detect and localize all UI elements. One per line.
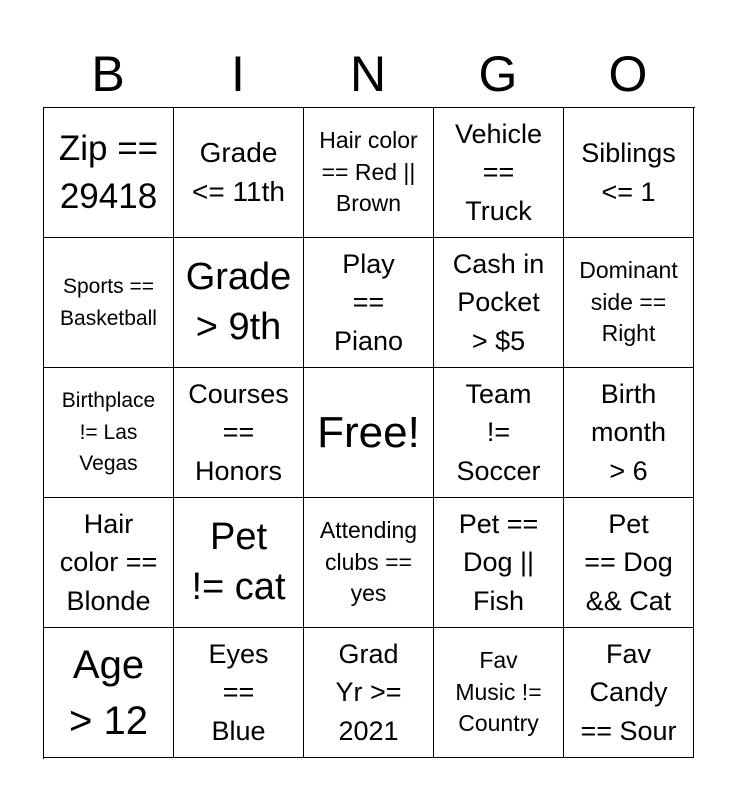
- bingo-cell-text: Grade > 9th: [185, 256, 292, 348]
- bingo-cell-free[interactable]: [304, 368, 434, 498]
- bingo-cell-r4-c2[interactable]: [174, 498, 304, 628]
- bingo-cell-r2-c5[interactable]: [564, 238, 694, 368]
- bingo-cell-r4-c5[interactable]: [564, 498, 694, 628]
- bingo-cell-text: Age > 12: [69, 642, 148, 743]
- bingo-cell-r3-c2[interactable]: [174, 368, 304, 498]
- bingo-cell-text: Dominant side == Right: [579, 256, 678, 347]
- bingo-cell-r1-c5[interactable]: [564, 108, 694, 238]
- bingo-cell-r3-c5[interactable]: [564, 368, 694, 498]
- bingo-cell-text: Zip == 29418: [58, 129, 159, 216]
- bingo-cell-text: Attending clubs == yes: [319, 516, 418, 607]
- bingo-cell-text: Grade <= 11th: [192, 136, 285, 207]
- bingo-cell-text: Cash in Pocket > $5: [452, 249, 545, 356]
- bingo-cell-text: Hair color == Blonde: [59, 509, 158, 616]
- bingo-cell-text: Courses == Honors: [188, 379, 289, 486]
- bingo-cell-r1-c3[interactable]: [304, 108, 434, 238]
- bingo-cell-text: Fav Music != Country: [455, 646, 542, 737]
- bingo-cell-text: Vehicle == Truck: [454, 119, 543, 226]
- bingo-cell-r1-c2[interactable]: [174, 108, 304, 238]
- bingo-cell-r4-c1[interactable]: [44, 498, 174, 628]
- bingo-cell-r4-c3[interactable]: [304, 498, 434, 628]
- bingo-cell-text: Sports == Basketball: [60, 275, 157, 330]
- bingo-cell-text: Pet == Dog && Cat: [584, 509, 673, 616]
- bingo-cell-r3-c4[interactable]: [434, 368, 564, 498]
- bingo-cell-r5-c3[interactable]: [304, 628, 434, 758]
- bingo-cell-r5-c4[interactable]: [434, 628, 564, 758]
- header-letter-o: O: [608, 46, 648, 102]
- bingo-header: [43, 40, 693, 108]
- bingo-cell-text: Play == Piano: [333, 249, 404, 356]
- bingo-cell-r2-c3[interactable]: [304, 238, 434, 368]
- bingo-cell-r2-c4[interactable]: [434, 238, 564, 368]
- bingo-cell-r3-c1[interactable]: [44, 368, 174, 498]
- bingo-cell-r5-c1[interactable]: [44, 628, 174, 758]
- bingo-cell-text: Birth month > 6: [590, 379, 667, 486]
- bingo-cell-text: Free!: [317, 407, 420, 457]
- bingo-cell-r5-c2[interactable]: [174, 628, 304, 758]
- bingo-cell-r5-c5[interactable]: [564, 628, 694, 758]
- bingo-cell-text: Siblings <= 1: [581, 138, 676, 207]
- bingo-cell-text: Team != Soccer: [456, 379, 541, 486]
- header-letter-i: I: [231, 46, 245, 102]
- bingo-cell-r4-c4[interactable]: [434, 498, 564, 628]
- header-letter-n: N: [349, 46, 387, 102]
- bingo-cell-r2-c2[interactable]: [174, 238, 304, 368]
- bingo-card-grid: [43, 107, 695, 759]
- bingo-cell-text: Grad Yr >= 2021: [335, 639, 402, 746]
- bingo-cell-text: Hair color == Red || Brown: [319, 126, 418, 217]
- bingo-cell-text: Birthplace != Las Vegas: [61, 389, 156, 476]
- bingo-cell-r1-c1[interactable]: [44, 108, 174, 238]
- bingo-cell-text: Pet != cat: [191, 516, 286, 608]
- bingo-cell-r2-c1[interactable]: [44, 238, 174, 368]
- bingo-cell-text: Pet == Dog || Fish: [458, 509, 539, 616]
- header-letter-b: B: [91, 46, 125, 102]
- header-letter-g: G: [478, 46, 518, 102]
- bingo-cell-text: Fav Candy == Sour: [580, 639, 677, 746]
- bingo-cell-r1-c4[interactable]: [434, 108, 564, 238]
- bingo-cell-text: Eyes == Blue: [208, 639, 269, 746]
